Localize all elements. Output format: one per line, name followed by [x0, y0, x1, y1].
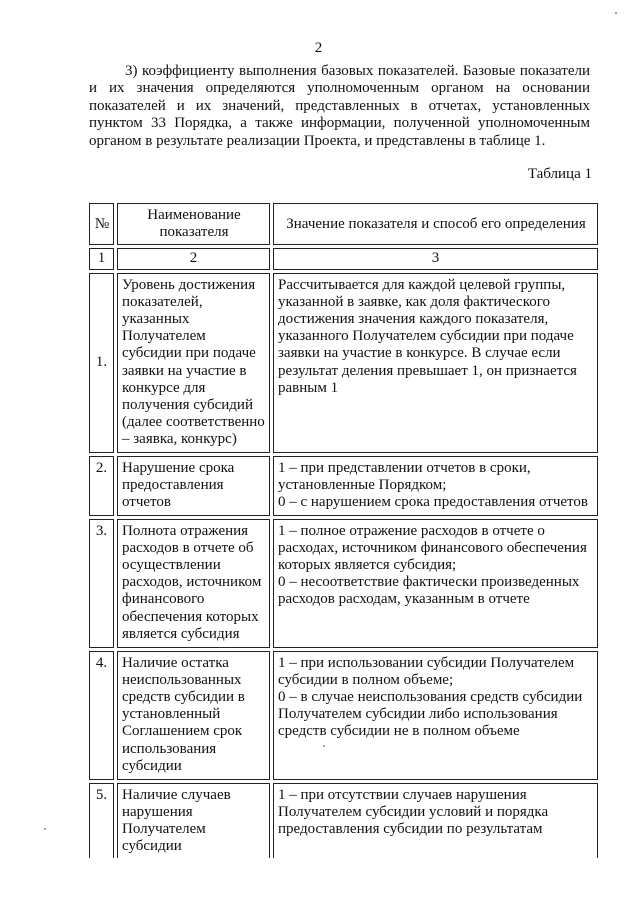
row-number: 1.: [89, 273, 114, 453]
column-number-3: 3: [273, 248, 598, 269]
indicator-name: Нарушение срока предоставления отчетов: [117, 456, 270, 516]
row-number: 2.: [89, 456, 114, 516]
indicator-name: Наличие случаев нарушения Получателем субсидии: [117, 783, 270, 859]
indicator-value: 1 – при отсутствии случаев нарушения Получателем субсидии условий и порядка предоставления субсидии по результатам: [273, 783, 598, 859]
indicator-value: 1 – полное отражение расходов в отчете о расходах, источником финансового обеспечения которых является субсидия; 0 – несоответствие фактически произведенных расходов расходам, указанным в отчете: [273, 519, 598, 648]
table-row: [89, 519, 598, 648]
scan-speck: [44, 828, 46, 830]
table-row: [89, 273, 598, 453]
table-header-row: [89, 203, 598, 245]
table-row: [89, 651, 598, 780]
indicators-table: [86, 200, 601, 861]
row-number: 3.: [89, 519, 114, 648]
indicator-name: Наличие остатка неиспользованных средств субсидии в установленный Соглашением срок использования субсидии: [117, 651, 270, 780]
intro-text: 3) коэффициенту выполнения базовых показателей. Базовые показатели и их значения определяются уполномоченным органом на основании показателей и их значений, представленных в отчетах, установленных пунктом 33 Порядка, а также информации, полученной уполномоченным органом в результате реализации Проекта, и представлены в таблице 1.: [89, 63, 590, 149]
row-number: 5.: [89, 783, 114, 859]
page-number: 2: [314, 40, 323, 56]
table-row: [89, 783, 598, 859]
indicator-value: 1 – при использовании субсидии Получателем субсидии в полном объеме; 0 – в случае неиспользования средств субсидии Получателем субсидии либо использования средств субсидии не в полном объеме: [273, 651, 598, 780]
indicator-value: Рассчитывается для каждой целевой группы, указанной в заявке, как доля фактического достижения значения каждого показателя, указанного Получателем субсидии при подаче заявки на участие в конкурсе. В случае если результат деления превышает 1, он признается равным 1: [273, 273, 598, 453]
column-numbers-row: [89, 248, 598, 269]
intro-paragraph: [89, 63, 590, 150]
header-name: Наименование показателя: [117, 203, 270, 245]
row-number: 4.: [89, 651, 114, 780]
header-value: Значение показателя и способ его определения: [273, 203, 598, 245]
table-row: [89, 456, 598, 516]
column-number-1: 1: [89, 248, 114, 269]
indicator-name: Полнота отражения расходов в отчете об осуществлении расходов, источником финансового обеспечения которых является субсидия: [117, 519, 270, 648]
indicator-name: Уровень достижения показателей, указанных Получателем субсидии при подаче заявки на участие в конкурсе для получения субсидий (далее соответственно – заявка, конкурс): [117, 273, 270, 453]
column-number-2: 2: [117, 248, 270, 269]
scan-speck: [615, 12, 617, 14]
indicator-value: 1 – при представлении отчетов в сроки, установленные Порядком; 0 – с нарушением срока предоставления отчетов: [273, 456, 598, 516]
table-caption: Таблица 1: [527, 166, 592, 182]
scan-speck: [323, 745, 325, 747]
header-num: №: [89, 203, 114, 245]
